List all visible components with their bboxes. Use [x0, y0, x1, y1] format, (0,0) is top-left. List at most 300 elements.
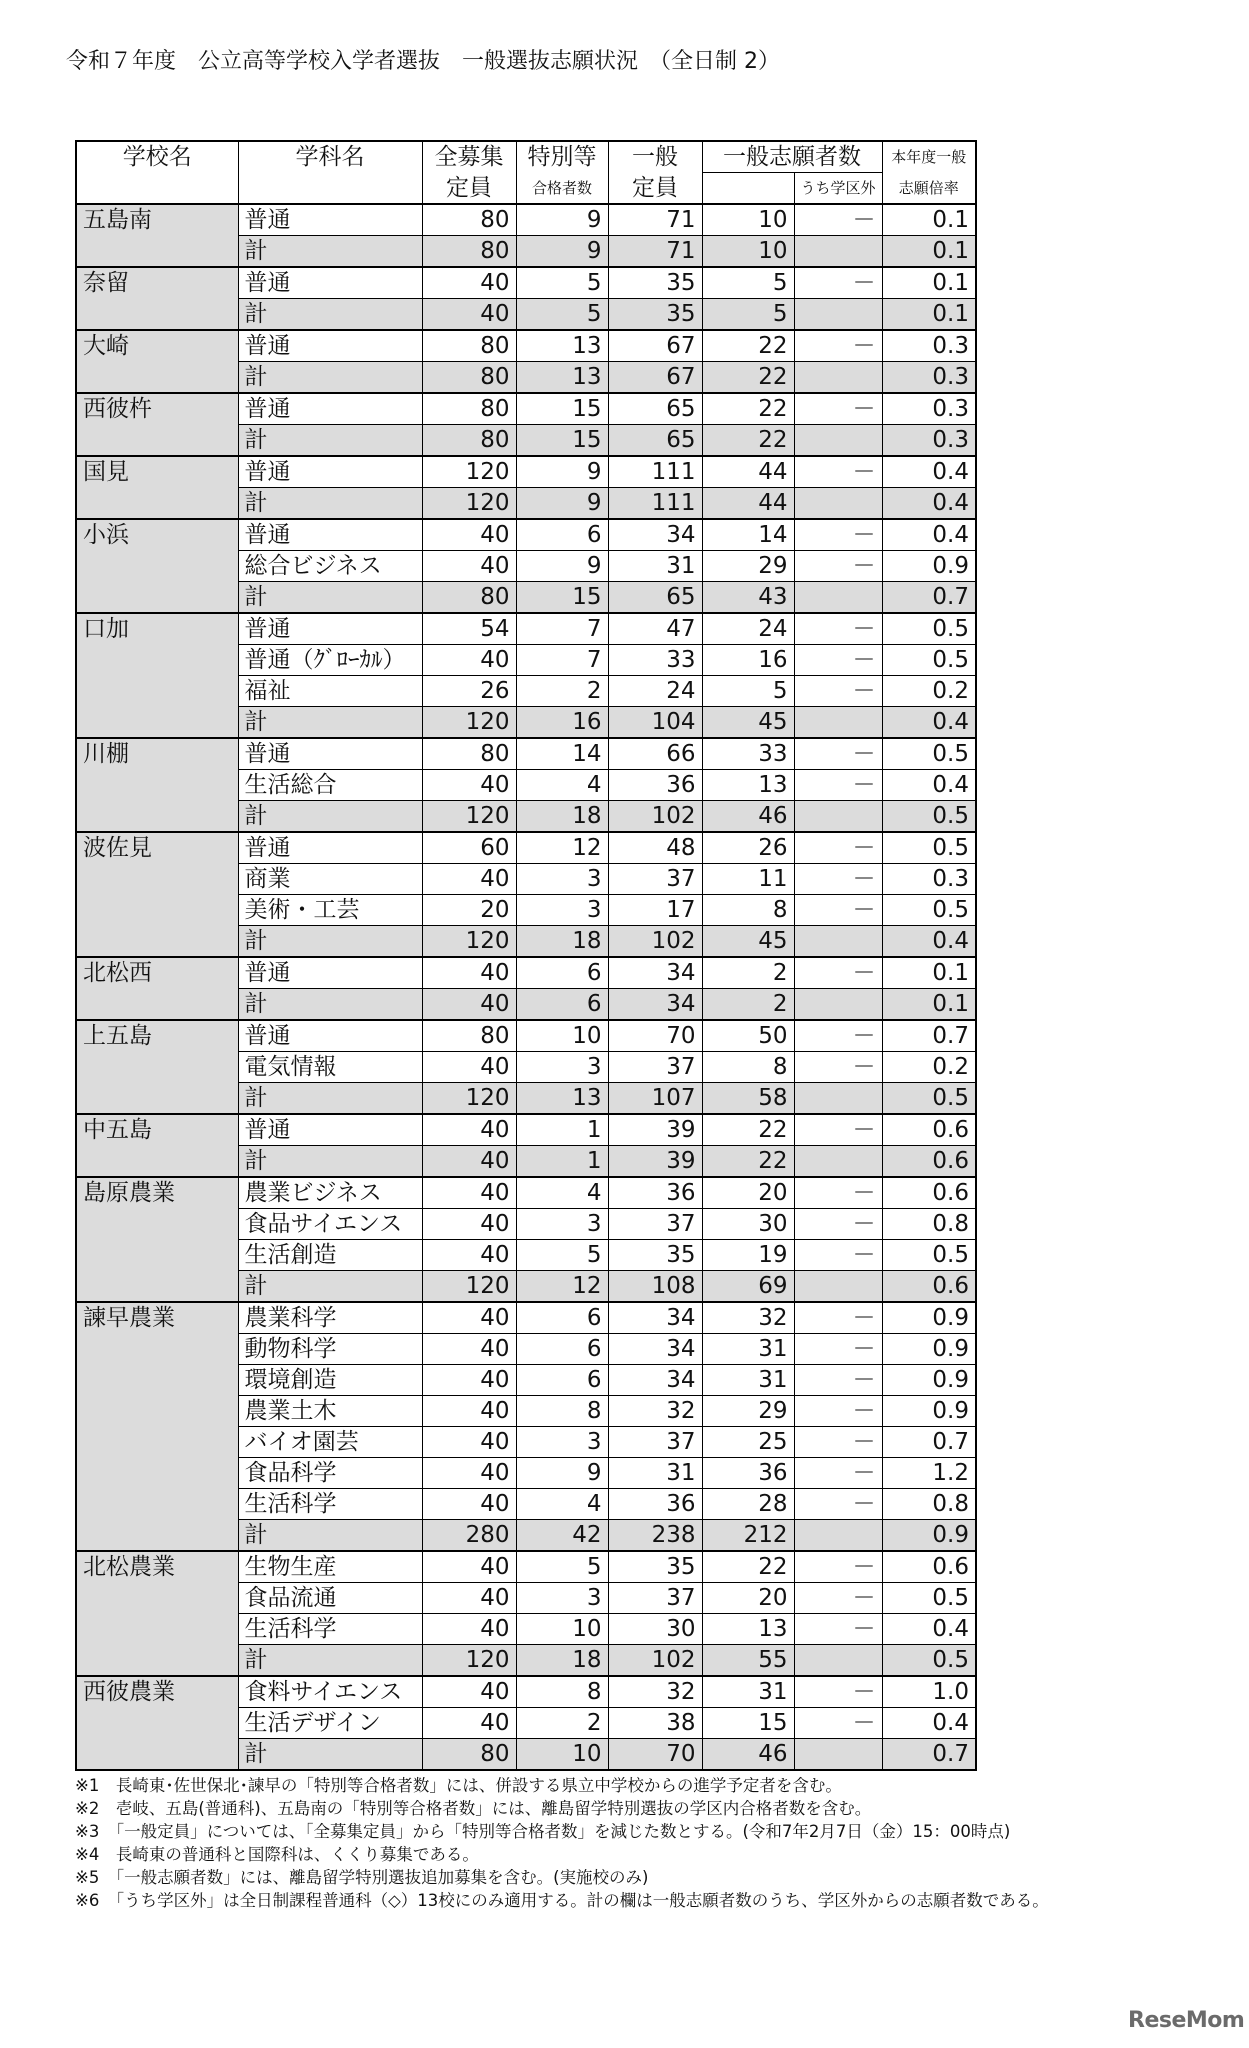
header-applicants: 一般志願者数: [702, 141, 882, 173]
outside-value: －: [794, 1240, 882, 1271]
special-value: 7: [516, 613, 608, 645]
general-capacity-value: 38: [608, 1708, 702, 1739]
general-capacity-value: 34: [608, 957, 702, 989]
outside-value: [794, 801, 882, 833]
outside-value: －: [794, 330, 882, 362]
dept-name: 福祉: [238, 676, 422, 707]
footnote: ※4 長崎東の普通科と国際科は、くくり募集である。: [75, 1845, 479, 1864]
dept-name: 食料サイエンス: [238, 1676, 422, 1708]
general-capacity-value: 30: [608, 1614, 702, 1645]
dept-name: 食品科学: [238, 1458, 422, 1489]
general-capacity-value: 238: [608, 1520, 702, 1552]
ratio-value: 0.1: [882, 204, 976, 236]
school-name: 五島南: [76, 204, 238, 267]
resemom-logo: ReseMom: [1128, 2008, 1245, 2033]
capacity-value: 80: [422, 1739, 516, 1771]
general-capacity-value: 37: [608, 864, 702, 895]
footnote: ※1 長崎東･佐世保北･諫早の「特別等合格者数」には、併設する県立中学校からの進学予定者を含む。: [75, 1776, 842, 1795]
ratio-value: 0.6: [882, 1271, 976, 1303]
applicants-value: 22: [702, 1114, 794, 1146]
applicants-value: 22: [702, 1551, 794, 1583]
ratio-value: 0.3: [882, 864, 976, 895]
header-dept-spacer: [238, 173, 422, 205]
outside-value: －: [794, 204, 882, 236]
applicants-value: 8: [702, 895, 794, 926]
dept-name: 環境創造: [238, 1365, 422, 1396]
special-value: 4: [516, 770, 608, 801]
general-capacity-value: 48: [608, 832, 702, 864]
applicants-value: 43: [702, 582, 794, 614]
dept-name: 計: [238, 1271, 422, 1303]
dept-name: 計: [238, 425, 422, 457]
capacity-value: 40: [422, 1458, 516, 1489]
ratio-value: 0.5: [882, 1083, 976, 1115]
dept-name: 動物科学: [238, 1334, 422, 1365]
special-value: 9: [516, 236, 608, 268]
table-row: [76, 738, 976, 770]
applicants-value: 69: [702, 1271, 794, 1303]
capacity-value: 40: [422, 1114, 516, 1146]
outside-value: －: [794, 1583, 882, 1614]
general-capacity-value: 34: [608, 1334, 702, 1365]
capacity-value: 40: [422, 645, 516, 676]
special-value: 9: [516, 551, 608, 582]
dept-name: 生活総合: [238, 770, 422, 801]
capacity-value: 40: [422, 1708, 516, 1739]
dept-name: 計: [238, 1645, 422, 1677]
applicants-value: 20: [702, 1583, 794, 1614]
dept-name: 計: [238, 1739, 422, 1771]
general-capacity-value: 31: [608, 1458, 702, 1489]
ratio-value: 0.5: [882, 1645, 976, 1677]
applicants-value: 8: [702, 1052, 794, 1083]
dept-name: 普通: [238, 832, 422, 864]
ratio-value: 0.8: [882, 1209, 976, 1240]
ratio-value: 0.9: [882, 1365, 976, 1396]
capacity-value: 80: [422, 362, 516, 394]
ratio-value: 0.4: [882, 519, 976, 551]
ratio-value: 0.1: [882, 989, 976, 1021]
general-capacity-value: 71: [608, 236, 702, 268]
footnote: ※3 「一般定員」については、「全募集定員」から「特別等合格者数」を減じた数とする。(令和7年2月7日（金）15：00時点): [75, 1822, 1011, 1841]
special-value: 9: [516, 204, 608, 236]
footnote: ※2 壱岐、五島(普通科)、五島南の「特別等合格者数」には、離島留学特別選抜の学区内合格者数を含む。: [75, 1799, 872, 1818]
outside-value: －: [794, 551, 882, 582]
capacity-value: 40: [422, 1396, 516, 1427]
general-capacity-value: 102: [608, 1645, 702, 1677]
ratio-value: 0.6: [882, 1114, 976, 1146]
special-value: 6: [516, 957, 608, 989]
page-title: 令和７年度 公立高等学校入学者選抜 一般選抜志願状況 （全日制 2）: [66, 49, 780, 74]
school-name: 国見: [76, 456, 238, 519]
header-capacity-top: 全募集: [422, 141, 516, 173]
special-value: 3: [516, 864, 608, 895]
dept-name: 普通: [238, 204, 422, 236]
outside-value: [794, 582, 882, 614]
capacity-value: 40: [422, 1427, 516, 1458]
capacity-value: 80: [422, 425, 516, 457]
school-name: 北松農業: [76, 1551, 238, 1676]
table-row: [76, 519, 976, 551]
ratio-value: 0.5: [882, 645, 976, 676]
table-row: [76, 613, 976, 645]
special-value: 1: [516, 1114, 608, 1146]
ratio-value: 0.4: [882, 770, 976, 801]
dept-name: 計: [238, 582, 422, 614]
special-value: 5: [516, 1551, 608, 1583]
applicants-value: 2: [702, 957, 794, 989]
general-capacity-value: 34: [608, 1302, 702, 1334]
capacity-value: 80: [422, 204, 516, 236]
applicants-table: [75, 140, 977, 1771]
ratio-value: 0.9: [882, 1396, 976, 1427]
general-capacity-value: 71: [608, 204, 702, 236]
applicants-value: 2: [702, 989, 794, 1021]
capacity-value: 40: [422, 1240, 516, 1271]
special-value: 3: [516, 1427, 608, 1458]
dept-name: 普通: [238, 738, 422, 770]
applicants-value: 16: [702, 645, 794, 676]
dept-name: 計: [238, 1146, 422, 1178]
special-value: 6: [516, 989, 608, 1021]
dept-name: 普通: [238, 456, 422, 488]
general-capacity-value: 111: [608, 456, 702, 488]
header-special-top: 特別等: [516, 141, 608, 173]
applicants-value: 30: [702, 1209, 794, 1240]
capacity-value: 40: [422, 1676, 516, 1708]
outside-value: －: [794, 770, 882, 801]
ratio-value: 1.0: [882, 1676, 976, 1708]
applicants-value: 50: [702, 1020, 794, 1052]
outside-value: －: [794, 1427, 882, 1458]
applicants-value: 11: [702, 864, 794, 895]
dept-name: 計: [238, 236, 422, 268]
general-capacity-value: 31: [608, 551, 702, 582]
ratio-value: 0.1: [882, 236, 976, 268]
ratio-value: 0.5: [882, 1583, 976, 1614]
special-value: 10: [516, 1614, 608, 1645]
header-school: 学校名: [76, 141, 238, 173]
outside-value: [794, 1083, 882, 1115]
special-value: 15: [516, 393, 608, 425]
ratio-value: 1.2: [882, 1458, 976, 1489]
dept-name: 計: [238, 299, 422, 331]
school-name: 川棚: [76, 738, 238, 832]
special-value: 6: [516, 1334, 608, 1365]
header-applicants-spacer: [702, 173, 794, 205]
special-value: 8: [516, 1396, 608, 1427]
general-capacity-value: 65: [608, 582, 702, 614]
ratio-value: 0.4: [882, 707, 976, 739]
ratio-value: 0.5: [882, 1240, 976, 1271]
general-capacity-value: 67: [608, 330, 702, 362]
outside-value: －: [794, 1708, 882, 1739]
applicants-value: 24: [702, 613, 794, 645]
school-name: 大崎: [76, 330, 238, 393]
dept-name: 計: [238, 362, 422, 394]
general-capacity-value: 107: [608, 1083, 702, 1115]
special-value: 16: [516, 707, 608, 739]
special-value: 15: [516, 425, 608, 457]
ratio-value: 0.3: [882, 393, 976, 425]
special-value: 13: [516, 1083, 608, 1115]
general-capacity-value: 37: [608, 1052, 702, 1083]
applicants-value: 14: [702, 519, 794, 551]
school-name: 小浜: [76, 519, 238, 613]
ratio-value: 0.6: [882, 1177, 976, 1209]
outside-value: [794, 1645, 882, 1677]
general-capacity-value: 102: [608, 801, 702, 833]
ratio-value: 0.1: [882, 957, 976, 989]
ratio-value: 0.5: [882, 738, 976, 770]
outside-value: －: [794, 1302, 882, 1334]
footnotes: [75, 1774, 1049, 1912]
applicants-value: 28: [702, 1489, 794, 1520]
special-value: 18: [516, 1645, 608, 1677]
dept-name: 電気情報: [238, 1052, 422, 1083]
ratio-value: 0.2: [882, 676, 976, 707]
general-capacity-value: 36: [608, 1489, 702, 1520]
dept-name: 生物生産: [238, 1551, 422, 1583]
school-name: 上五島: [76, 1020, 238, 1114]
capacity-value: 80: [422, 236, 516, 268]
general-capacity-value: 24: [608, 676, 702, 707]
special-value: 2: [516, 1708, 608, 1739]
school-name: 西彼杵: [76, 393, 238, 456]
school-name: 北松西: [76, 957, 238, 1020]
general-capacity-value: 66: [608, 738, 702, 770]
capacity-value: 40: [422, 299, 516, 331]
special-value: 9: [516, 1458, 608, 1489]
dept-name: 普通: [238, 1020, 422, 1052]
ratio-value: 0.9: [882, 1334, 976, 1365]
general-capacity-value: 35: [608, 299, 702, 331]
applicants-value: 45: [702, 926, 794, 958]
general-capacity-value: 39: [608, 1146, 702, 1178]
special-value: 3: [516, 895, 608, 926]
special-value: 2: [516, 676, 608, 707]
dept-name: バイオ園芸: [238, 1427, 422, 1458]
special-value: 42: [516, 1520, 608, 1552]
special-value: 7: [516, 645, 608, 676]
school-name: 中五島: [76, 1114, 238, 1177]
table-row: [76, 393, 976, 425]
capacity-value: 40: [422, 864, 516, 895]
capacity-value: 40: [422, 1614, 516, 1645]
ratio-value: 0.4: [882, 488, 976, 520]
applicants-value: 44: [702, 488, 794, 520]
general-capacity-value: 34: [608, 1365, 702, 1396]
capacity-value: 80: [422, 1020, 516, 1052]
capacity-value: 120: [422, 707, 516, 739]
special-value: 1: [516, 1146, 608, 1178]
applicants-value: 10: [702, 236, 794, 268]
outside-value: [794, 362, 882, 394]
applicants-value: 19: [702, 1240, 794, 1271]
outside-value: －: [794, 393, 882, 425]
applicants-value: 5: [702, 676, 794, 707]
table-row: [76, 1676, 976, 1708]
dept-name: 食品流通: [238, 1583, 422, 1614]
applicants-value: 20: [702, 1177, 794, 1209]
ratio-value: 0.5: [882, 801, 976, 833]
outside-value: －: [794, 519, 882, 551]
special-value: 3: [516, 1052, 608, 1083]
dept-name: 計: [238, 1520, 422, 1552]
ratio-value: 0.7: [882, 1020, 976, 1052]
header-special-bottom: 合格者数: [516, 173, 608, 205]
dept-name: 計: [238, 989, 422, 1021]
ratio-value: 0.9: [882, 1302, 976, 1334]
ratio-value: 0.5: [882, 832, 976, 864]
special-value: 8: [516, 1676, 608, 1708]
dept-name: 生活科学: [238, 1489, 422, 1520]
header-outside: うち学区外: [794, 173, 882, 205]
ratio-value: 0.6: [882, 1551, 976, 1583]
capacity-value: 80: [422, 582, 516, 614]
dept-name: 生活創造: [238, 1240, 422, 1271]
school-name: 西彼農業: [76, 1676, 238, 1770]
general-capacity-value: 37: [608, 1427, 702, 1458]
special-value: 12: [516, 1271, 608, 1303]
capacity-value: 80: [422, 330, 516, 362]
ratio-value: 0.4: [882, 1614, 976, 1645]
school-name: 口加: [76, 613, 238, 738]
ratio-value: 0.7: [882, 582, 976, 614]
capacity-value: 26: [422, 676, 516, 707]
capacity-value: 40: [422, 1052, 516, 1083]
applicants-value: 29: [702, 551, 794, 582]
capacity-value: 40: [422, 1583, 516, 1614]
applicants-value: 55: [702, 1645, 794, 1677]
general-capacity-value: 36: [608, 770, 702, 801]
ratio-value: 0.7: [882, 1427, 976, 1458]
capacity-value: 40: [422, 1177, 516, 1209]
general-capacity-value: 37: [608, 1583, 702, 1614]
table-row: [76, 267, 976, 299]
dept-name: 普通: [238, 957, 422, 989]
general-capacity-value: 104: [608, 707, 702, 739]
ratio-value: 0.1: [882, 299, 976, 331]
outside-value: [794, 707, 882, 739]
school-name: 諫早農業: [76, 1302, 238, 1551]
table-row: [76, 957, 976, 989]
header-ratio-top: 本年度一般: [882, 141, 976, 173]
outside-value: －: [794, 676, 882, 707]
special-value: 6: [516, 1302, 608, 1334]
general-capacity-value: 34: [608, 989, 702, 1021]
ratio-value: 0.3: [882, 362, 976, 394]
outside-value: －: [794, 957, 882, 989]
applicants-value: 31: [702, 1365, 794, 1396]
capacity-value: 120: [422, 488, 516, 520]
dept-name: 普通: [238, 613, 422, 645]
applicants-value: 46: [702, 801, 794, 833]
general-capacity-value: 32: [608, 1396, 702, 1427]
special-value: 10: [516, 1739, 608, 1771]
capacity-value: 40: [422, 989, 516, 1021]
ratio-value: 0.5: [882, 895, 976, 926]
general-capacity-value: 17: [608, 895, 702, 926]
outside-value: [794, 1739, 882, 1771]
capacity-value: 40: [422, 1551, 516, 1583]
special-value: 12: [516, 832, 608, 864]
general-capacity-value: 33: [608, 645, 702, 676]
dept-name: 普通: [238, 267, 422, 299]
outside-value: －: [794, 1614, 882, 1645]
general-capacity-value: 39: [608, 1114, 702, 1146]
special-value: 15: [516, 582, 608, 614]
school-name: 波佐見: [76, 832, 238, 957]
ratio-value: 0.5: [882, 613, 976, 645]
outside-value: －: [794, 1209, 882, 1240]
special-value: 5: [516, 1240, 608, 1271]
table-row: [76, 1020, 976, 1052]
capacity-value: 80: [422, 393, 516, 425]
header-ratio-bottom: 志願倍率: [882, 173, 976, 205]
capacity-value: 40: [422, 770, 516, 801]
header-dept: 学科名: [238, 141, 422, 173]
footnote: ※5 「一般志願者数」には、離島留学特別選抜追加募集を含む。(実施校のみ): [75, 1868, 649, 1887]
outside-value: －: [794, 1052, 882, 1083]
outside-value: [794, 1146, 882, 1178]
applicants-value: 44: [702, 456, 794, 488]
ratio-value: 0.4: [882, 1708, 976, 1739]
special-value: 14: [516, 738, 608, 770]
outside-value: －: [794, 267, 882, 299]
applicants-value: 29: [702, 1396, 794, 1427]
applicants-value: 22: [702, 393, 794, 425]
general-capacity-value: 108: [608, 1271, 702, 1303]
general-capacity-value: 37: [608, 1209, 702, 1240]
dept-name: 農業科学: [238, 1302, 422, 1334]
dept-name: 計: [238, 488, 422, 520]
general-capacity-value: 65: [608, 425, 702, 457]
capacity-value: 40: [422, 1146, 516, 1178]
outside-value: [794, 1520, 882, 1552]
outside-value: －: [794, 456, 882, 488]
capacity-value: 40: [422, 551, 516, 582]
outside-value: [794, 425, 882, 457]
table-row: [76, 204, 976, 236]
applicants-value: 31: [702, 1334, 794, 1365]
capacity-value: 40: [422, 519, 516, 551]
applicants-value: 22: [702, 425, 794, 457]
dept-name: 商業: [238, 864, 422, 895]
applicants-value: 13: [702, 770, 794, 801]
header-general-top: 一般: [608, 141, 702, 173]
footnote: ※6 「うち学区外」は全日制課程普通科（◇）13校にのみ適用する。計の欄は一般志願者数のうち、学区外からの志願者数である。: [75, 1891, 1049, 1910]
applicants-value: 22: [702, 362, 794, 394]
outside-value: －: [794, 1334, 882, 1365]
general-capacity-value: 47: [608, 613, 702, 645]
capacity-value: 120: [422, 1083, 516, 1115]
general-capacity-value: 35: [608, 267, 702, 299]
dept-name: 計: [238, 801, 422, 833]
outside-value: －: [794, 1396, 882, 1427]
dept-name: 普通（ｸﾞﾛｰｶﾙ）: [238, 645, 422, 676]
outside-value: －: [794, 1365, 882, 1396]
applicants-value: 26: [702, 832, 794, 864]
special-value: 10: [516, 1020, 608, 1052]
special-value: 9: [516, 488, 608, 520]
capacity-value: 40: [422, 1209, 516, 1240]
applicants-value: 45: [702, 707, 794, 739]
outside-value: [794, 989, 882, 1021]
special-value: 3: [516, 1583, 608, 1614]
special-value: 6: [516, 1365, 608, 1396]
applicants-value: 32: [702, 1302, 794, 1334]
